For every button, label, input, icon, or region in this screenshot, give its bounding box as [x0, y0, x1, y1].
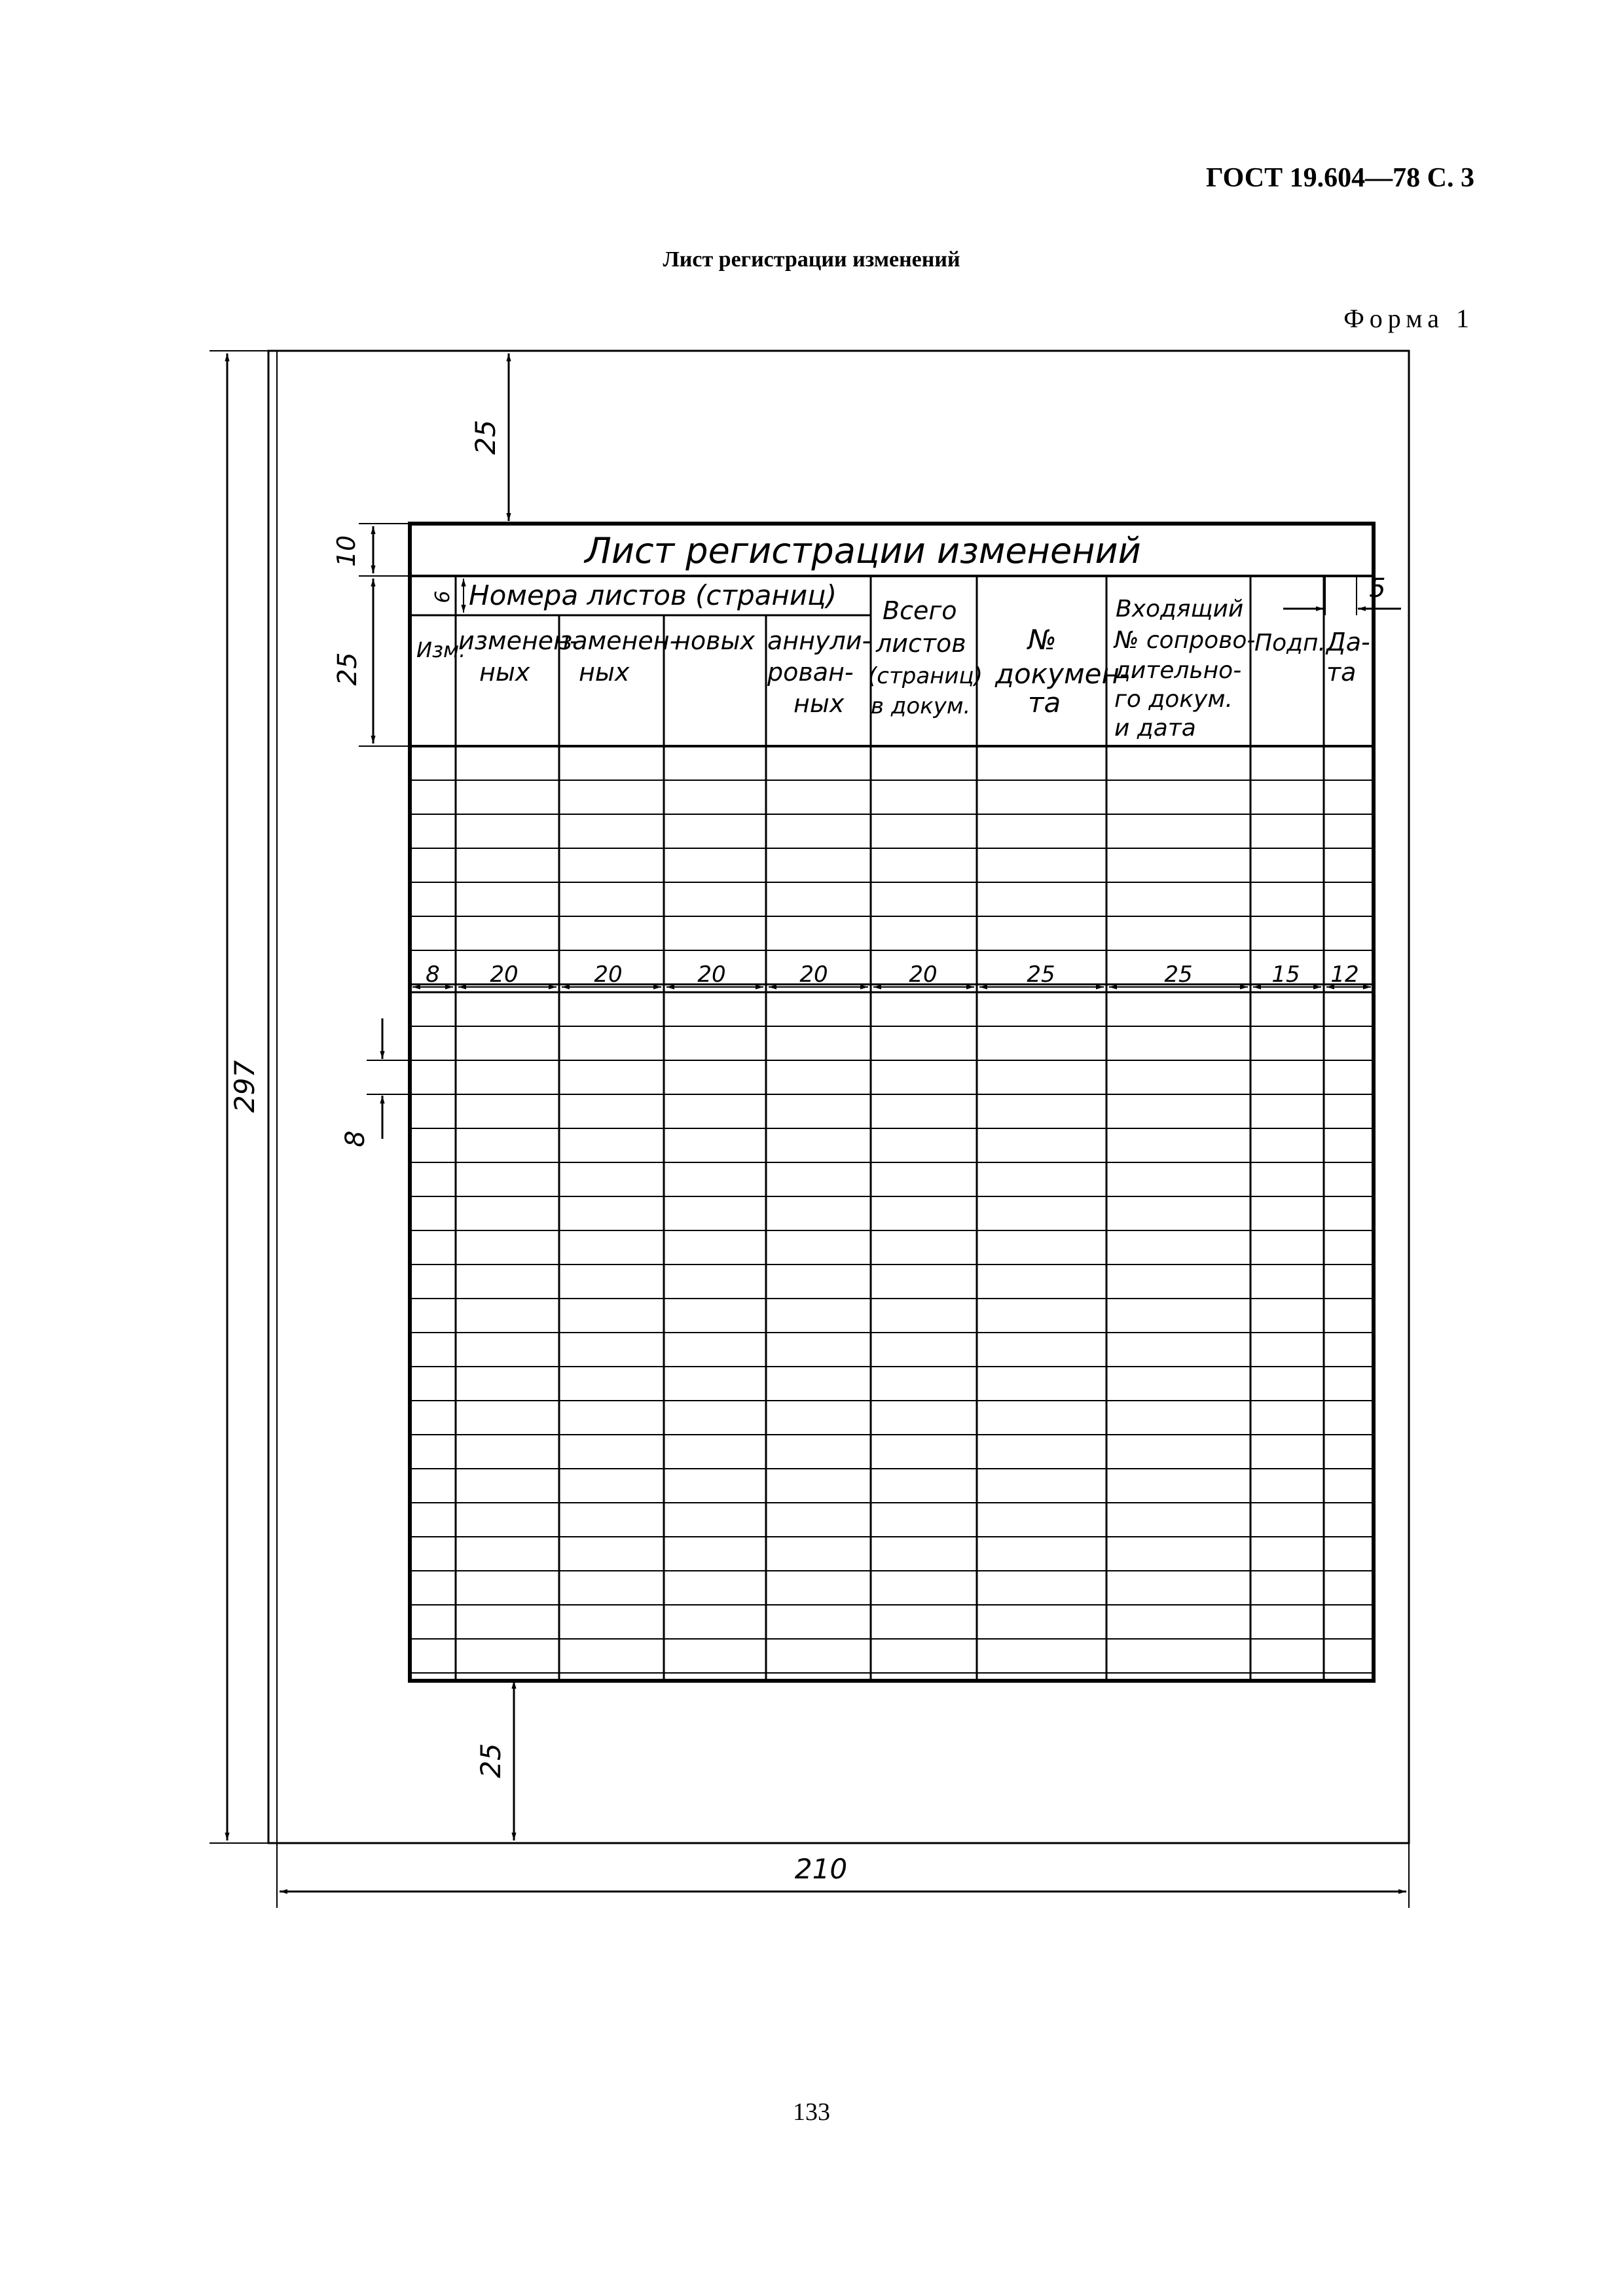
- col-zamenen-line2: ных: [579, 658, 630, 687]
- col-vhod-line3: дительно-: [1114, 657, 1242, 684]
- col-annul-line2: рован-: [767, 658, 854, 687]
- col-data-line1: Да-: [1326, 628, 1370, 656]
- col-nomer-line3: та: [1028, 687, 1061, 719]
- dim-sheet-height: 297: [228, 1060, 261, 1113]
- col-izmenen-line2: ных: [479, 658, 530, 687]
- col-vhod-line4: го докум.: [1114, 686, 1233, 713]
- col-vsego-line4: в докум.: [871, 693, 971, 719]
- dim-col-width: 20: [799, 961, 828, 988]
- dim-col-width: 20: [594, 961, 623, 988]
- dim-col-width: 15: [1271, 961, 1300, 988]
- dim-col-width: 20: [909, 961, 938, 988]
- dim-col-width: 20: [697, 961, 726, 988]
- page-header: ГОСТ 19.604—78 С. 3: [1205, 163, 1474, 193]
- col-annul-line1: аннули-: [767, 626, 871, 655]
- col-podp: Подп.: [1254, 630, 1326, 656]
- col-vhod-line2: № сопрово-: [1114, 627, 1256, 654]
- col-vsego-line3: (страниц): [868, 663, 983, 689]
- col-data-line2: та: [1326, 658, 1357, 687]
- form-title: Лист регистрации изменений: [585, 530, 1141, 571]
- page-title: Лист регистрации изменений: [663, 247, 960, 272]
- col-vsego-line2: листов: [876, 629, 966, 658]
- dim-title-height: 10: [332, 535, 361, 567]
- dim-col-width: 25: [1164, 961, 1193, 988]
- dim-row-height: 8: [340, 1130, 371, 1147]
- col-vhod-line5: и дата: [1114, 715, 1196, 742]
- dim-col-width: 8: [426, 961, 440, 988]
- dim-subheader-height: 6: [431, 590, 454, 603]
- dim-bottom-margin: 25: [475, 1743, 507, 1778]
- col-vhod-line1: Входящий: [1116, 596, 1244, 622]
- col-novyh: новых: [674, 626, 755, 655]
- dim-sheet-width: 210: [794, 1853, 848, 1885]
- form-label: Форма 1: [1343, 304, 1474, 333]
- col-izm: Изм.: [416, 637, 466, 662]
- col-vsego-line1: Всего: [883, 596, 957, 625]
- col-zamenen-line1: заменен-: [559, 626, 679, 655]
- dim-col-width: 25: [1027, 961, 1055, 988]
- col-annul-line3: ных: [793, 689, 845, 718]
- page-number: 133: [793, 2098, 830, 2126]
- group-header: Номера листов (страниц): [469, 579, 837, 611]
- dim-right-margin: 5: [1369, 573, 1386, 603]
- dim-top-margin: 25: [469, 420, 501, 455]
- col-nomer-line1: №: [1028, 624, 1057, 656]
- col-nomer-line2: докумен-: [995, 658, 1130, 690]
- dim-header-height: 25: [333, 652, 363, 686]
- dim-col-width: 12: [1330, 961, 1359, 988]
- dim-col-width: 20: [490, 961, 519, 988]
- col-izmenen-line1: изменен-: [458, 626, 579, 655]
